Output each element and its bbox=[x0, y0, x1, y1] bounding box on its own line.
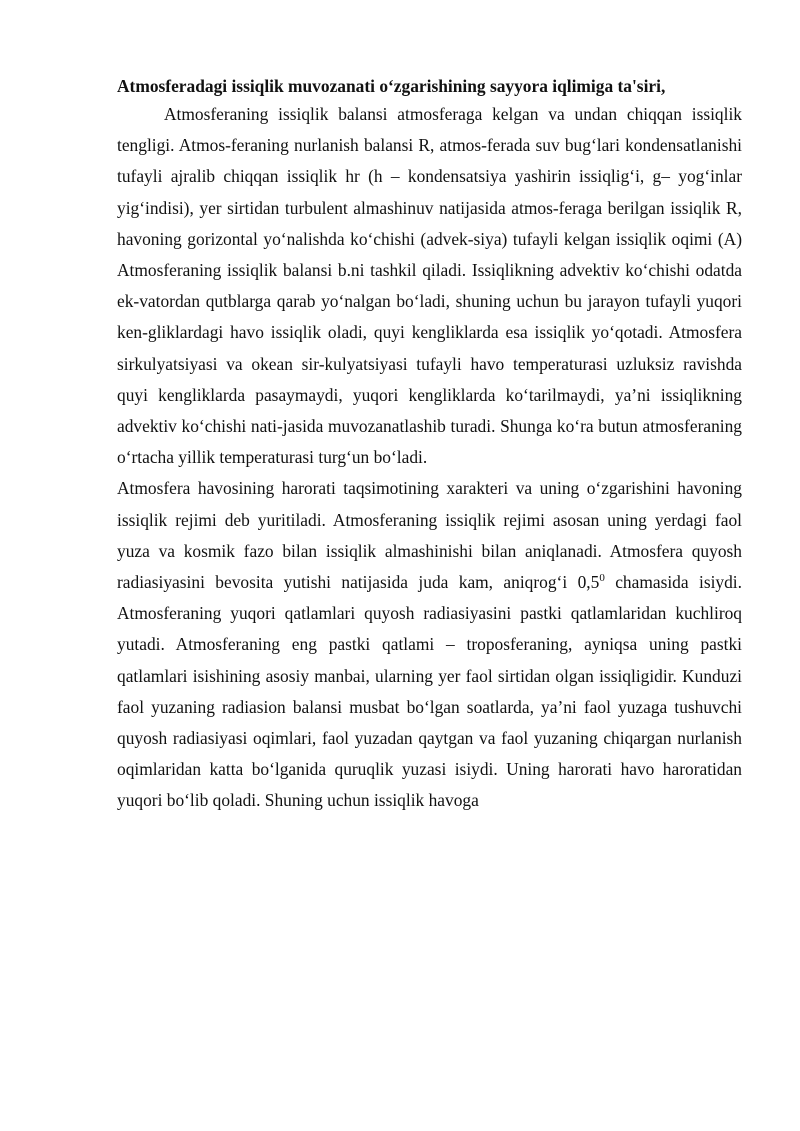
paragraph-heat-balance: Atmosferaning issiqlik balansi atmosferaga kelgan va undan chiqqan issiqlik tengligi. Atmos-feraning nurlanish balansi R, atmos-ferada suv bug‘lari kondensatlanishi tufayli ajralib chiqqan issiqlik hr (h – kondensatsiya yashirin issiqlig‘i, g– yog‘inlar yig‘indisi), yer sirtidan turbulent almashinuv natijasida atmos-feraga berilgan issiqlik R, havoning gorizontal yo‘nalishda ko‘chishi (advek-siya) tufayli kelgan issiqlik oqimi (A) Atmosferaning issiqlik balansi b.ni tashkil qiladi. Issiqlikning advektiv ko‘chishi odatda ek-vatordan qutblarga qarab yo‘nalgan bo‘ladi, shuning uchun bu jarayon tufayli yuqori ken-gliklardagi havo issiqlik oladi, quyi kengliklarda esa issiqlik yo‘qotadi. Atmosfera sirkulyatsiyasi va okean sir-kulyatsiyasi tufayli havo temperaturasi uzluksiz ravishda quyi kengliklarda pasaymaydi, yuqori kengliklarda ko‘tarilmaydi, ya’ni issiqlikning advektiv ko‘chishi nati-jasida muvozanatlashib turadi. Shunga ko‘ra butun atmosferaning o‘rtacha yillik temperaturasi turg‘un bo‘ladi. bbox=[117, 104, 742, 468]
paragraph-text-end: chamasida isiydi. Atmosferaning yuqori qatlamlari quyosh radiasiyasini pastki qatlamlaridan kuchliroq yutadi. Atmosferaning eng pastki qatlami – troposferaning, ayniqsa uning pastki qatlamlari isishining asosiy manbai, ularning yer faol sirtidan olgan issiqligidir. Kunduzi faol yuzaning radiasion balansi musbat bo‘lgan soatlarda, ya’ni faol yuzaga tushuvchi quyosh radiasiyasi oqimlari, faol yuzadan qaytgan va faol yuzaning chiqargan nurlanish oqimlaridan katta bo‘lganida quruqlik yuzasi isiydi. Uning harorati havo haroratidan yuqori bo‘lib qoladi. Shuning uchun issiqlik havoga bbox=[117, 572, 742, 811]
paragraph-text-start: Atmosfera havosining harorati taqsimotining xarakteri va uning o‘zgarishini havoning issiqlik rejimi deb yuritiladi. Atmosferaning issiqlik rejimi asosan uning yerdagi faol yuza va kosmik fazo bilan issiqlik almashinishi bilan aniqlanadi. Atmosfera quyosh radiasiyasini bevosita yutishi natijasida juda kam, aniqrog‘i 0,5 bbox=[117, 478, 742, 593]
document-title: Atmosferadagi issiqlik muvozanati o‘zgarishining sayyora iqlimiga ta'siri, bbox=[117, 76, 666, 96]
document-page bbox=[117, 76, 742, 817]
degree-superscript: 0 bbox=[599, 572, 605, 585]
paragraph-thermal-regime bbox=[117, 473, 742, 816]
